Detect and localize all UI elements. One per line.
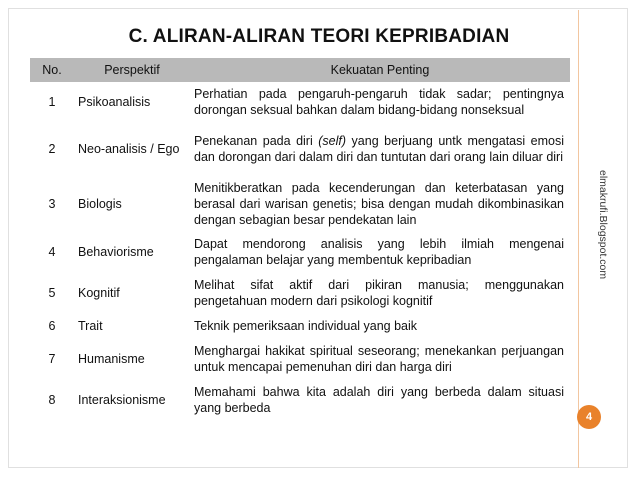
row-kekuatan: Teknik pemeriksaan individual yang baik [194,319,418,333]
row-number: 3 [48,197,56,211]
blog-watermark: elmakrufi.Blogspot.com [597,170,609,280]
table-header-row [30,58,570,82]
row-perspektif: Biologis [78,197,122,211]
row-perspektif: Humanisme [78,352,145,366]
row-perspektif: Trait [78,319,103,333]
row-number: 8 [48,393,56,407]
row-number: 1 [48,95,56,109]
row-perspektif: Neo-analisis / Ego [78,142,180,156]
header-perspektif: Perspektif [74,58,190,82]
row-kekuatan-post: yang berjuang untk mengatasi emosi dan dorongan dari dalam diri dan tuntutan dari orang lain diluar diri [194,134,564,164]
row-kekuatan: Menitikberatkan pada kecenderungan dan keterbatasan yang berasal dari warisan genetis; bisa dengan mudah dikombinasikan dengan sebagian besar pendekatan lain [194,181,564,227]
row-kekuatan-pre: Penekanan pada diri [194,134,319,148]
header-no: No. [30,58,74,82]
table-row [30,272,570,314]
row-kekuatan: Dapat mendorong analisis yang lebih ilmiah mengenai pengalaman belajar yang membentuk kepribadian [194,237,564,267]
row-number: 5 [48,286,56,300]
page-number-badge: 4 [577,405,601,429]
side-divider [578,10,579,468]
row-kekuatan: Perhatian pada pengaruh-pengaruh tidak sadar; pentingnya dorongan seksual bahkan dalam bidang-bidang nonseksual [194,87,564,117]
table-row [30,338,570,380]
row-perspektif: Interaksionisme [78,393,166,407]
row-perspektif: Psikoanalisis [78,95,151,109]
row-kekuatan-emphasis: (self) [318,134,347,148]
table-row [30,314,570,338]
row-number: 7 [48,352,56,366]
row-kekuatan: Memahami bahwa kita adalah diri yang berbeda dalam situasi yang berbeda [194,385,564,415]
table-row [30,232,570,272]
row-perspektif: Kognitif [78,286,120,300]
row-number: 6 [48,319,56,333]
slide-title: C. ALIRAN-ALIRAN TEORI KEPRIBADIAN [128,26,510,47]
table-row [30,176,570,232]
row-number: 2 [48,142,56,156]
row-number: 4 [48,245,56,259]
table-row [30,380,570,420]
row-kekuatan [190,122,570,176]
row-kekuatan: Menghargai hakikat spiritual seseorang; menekankan perjuangan untuk mencapai pemenuhan diri dan harga diri [194,344,564,374]
row-perspektif: Behaviorisme [78,245,154,259]
table-row [30,122,570,176]
table-row [30,82,570,122]
personality-theories-table [30,58,570,420]
row-kekuatan: Melihat sifat aktif dari pikiran manusia; menggunakan pengetahuan modern dari psikologi kognitif [194,278,564,308]
header-kekuatan: Kekuatan Penting [190,58,570,82]
